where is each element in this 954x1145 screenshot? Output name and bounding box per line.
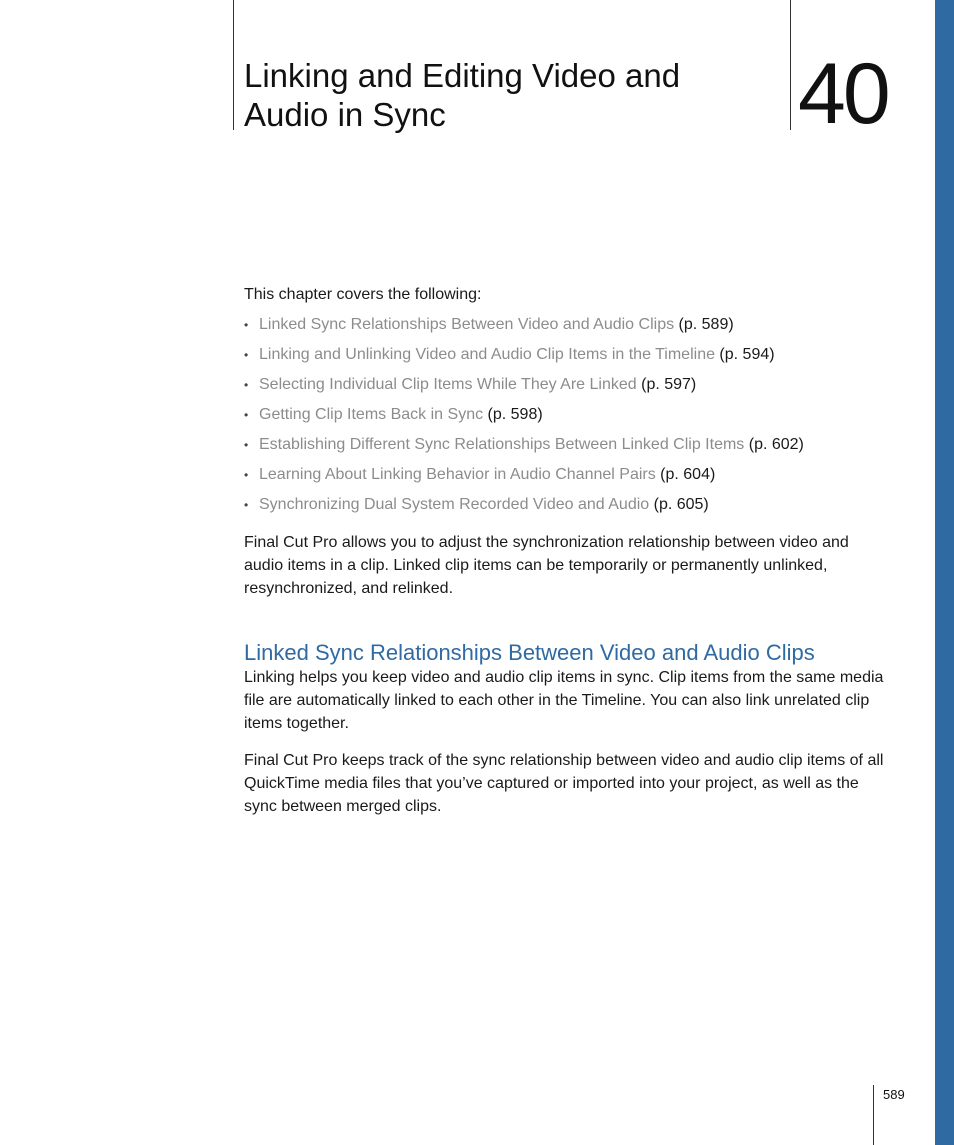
toc-page-ref: (p. 594) [714, 346, 775, 363]
toc-page-ref: (p. 602) [744, 436, 804, 453]
toc-page-ref: (p. 589) [674, 316, 734, 333]
toc-page-ref: (p. 605) [649, 496, 709, 513]
section-paragraph: Final Cut Pro keeps track of the sync relationship between video and audio clip items of all QuickTime media files that you’ve captured or imported into your project, as well as the sync between merged clips. [244, 752, 884, 815]
toc-item [244, 430, 884, 460]
section-heading: Linked Sync Relationships Between Video and Audio Clips [244, 640, 815, 665]
chapter-tab-bar [935, 0, 954, 1145]
bullet-icon: • [244, 438, 249, 452]
toc-page-ref: (p. 597) [636, 376, 697, 393]
page-number: 589 [883, 1087, 905, 1102]
header-rule-left [233, 0, 234, 130]
chapter-toc [244, 310, 884, 520]
overview-paragraph: Final Cut Pro allows you to adjust the synchronization relationship between video and audio items in a clip. Linked clip items can be temporarily or permanently unlinked, resynchronized, and relinked. [244, 534, 849, 597]
toc-link[interactable]: Linked Sync Relationships Between Video and Audio Clips [259, 316, 675, 333]
bullet-icon: • [244, 498, 249, 512]
toc-item [244, 460, 884, 490]
chapter-title: Linking and Editing Video and Audio in Sync [244, 57, 681, 133]
chapter-content [244, 283, 884, 818]
bullet-icon: • [244, 348, 249, 362]
toc-item [244, 490, 884, 520]
bullet-icon: • [244, 408, 249, 422]
chapter-number: 40 [798, 46, 888, 142]
header-rule-right [790, 0, 791, 130]
toc-link[interactable]: Establishing Different Sync Relationships Between Linked Clip Items [259, 436, 745, 453]
toc-item [244, 310, 884, 340]
toc-link[interactable]: Linking and Unlinking Video and Audio Clip Items in the Timeline [259, 346, 715, 363]
footer-rule [873, 1085, 874, 1145]
toc-item [244, 370, 884, 400]
toc-page-ref: (p. 598) [483, 406, 543, 423]
intro-text: This chapter covers the following: [244, 286, 482, 303]
bullet-icon: • [244, 378, 249, 392]
toc-item [244, 340, 884, 370]
toc-link[interactable]: Selecting Individual Clip Items While They Are Linked [259, 376, 637, 393]
toc-page-ref: (p. 604) [655, 466, 716, 483]
toc-link[interactable]: Synchronizing Dual System Recorded Video and Audio [259, 496, 650, 513]
bullet-icon: • [244, 468, 249, 482]
bullet-icon: • [244, 318, 249, 332]
section-paragraph: Linking helps you keep video and audio clip items in sync. Clip items from the same media file are automatically linked to each other in the Timeline. You can also link unrelated clip items together. [244, 669, 884, 732]
toc-link[interactable]: Learning About Linking Behavior in Audio Channel Pairs [259, 466, 656, 483]
toc-link[interactable]: Getting Clip Items Back in Sync [259, 406, 484, 423]
toc-item [244, 400, 884, 430]
